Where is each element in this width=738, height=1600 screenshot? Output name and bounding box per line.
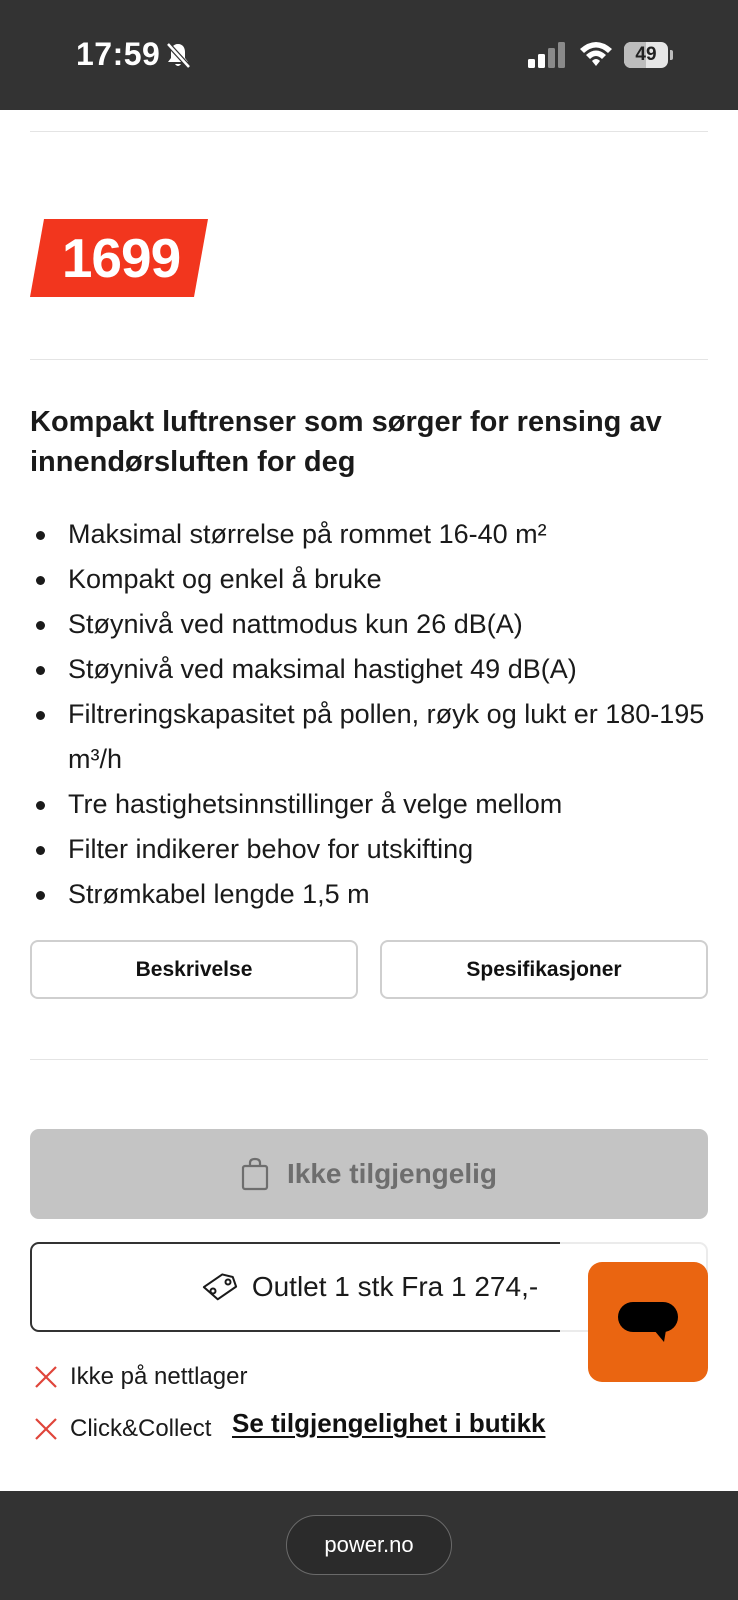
feature-item: Filtreringskapasitet på pollen, røyk og lukt er 180-195 m³/h [30, 692, 720, 782]
divider [30, 131, 708, 132]
feature-item: Maksimal størrelse på rommet 16-40 m² [30, 512, 720, 557]
status-bar [0, 0, 738, 110]
battery-icon [624, 42, 672, 68]
battery-level: 49 [635, 44, 657, 65]
chat-button[interactable] [588, 1262, 708, 1382]
price-tag-icon [200, 1271, 238, 1303]
product-headline: Kompakt luftrenser som sørger for rensing av innendørsluften for deg [30, 406, 662, 478]
description-button[interactable]: Beskrivelse [30, 940, 358, 999]
close-icon [34, 1365, 58, 1389]
unavailable-label: Ikke tilgjengelig [286, 1158, 498, 1189]
bell-slash-icon [163, 40, 193, 70]
feature-item: Støynivå ved nattmodus kun 26 dB(A) [30, 602, 720, 647]
cellular-signal-icon [528, 42, 566, 68]
feature-item: Tre hastighetsinnstillinger å velge mellom [30, 782, 720, 827]
wifi-icon [578, 38, 614, 68]
specifications-button[interactable]: Spesifikasjoner [380, 940, 708, 999]
shopping-bag-icon [241, 1157, 269, 1191]
chat-bubble-icon [618, 1302, 678, 1346]
unavailable-button[interactable] [30, 1129, 708, 1219]
close-icon [34, 1417, 58, 1441]
price-value: 1699 [61, 227, 181, 289]
url-bar[interactable]: power.no [286, 1515, 452, 1575]
feature-item: Strømkabel lengde 1,5 m [30, 872, 720, 917]
status-time: 17:59 [76, 36, 161, 72]
browser-bar [0, 1491, 738, 1600]
feature-item: Filter indikerer behov for utskifting [30, 827, 720, 872]
online-availability-label: Ikke på nettlager [70, 1363, 248, 1390]
click-collect-label: Click&Collect [70, 1415, 212, 1442]
outlet-label: Outlet 1 stk Fra 1 274,- [251, 1271, 539, 1302]
divider [30, 359, 708, 360]
feature-item: Kompakt og enkel å bruke [30, 557, 720, 602]
feature-list [30, 512, 720, 917]
click-collect-availability [34, 1412, 211, 1446]
online-availability [34, 1360, 247, 1394]
divider [30, 1059, 708, 1060]
feature-item: Støynivå ved maksimal hastighet 49 dB(A) [30, 647, 720, 692]
price-badge [30, 219, 208, 297]
store-availability-link[interactable]: Se tilgjengelighet i butikk [232, 1408, 546, 1438]
